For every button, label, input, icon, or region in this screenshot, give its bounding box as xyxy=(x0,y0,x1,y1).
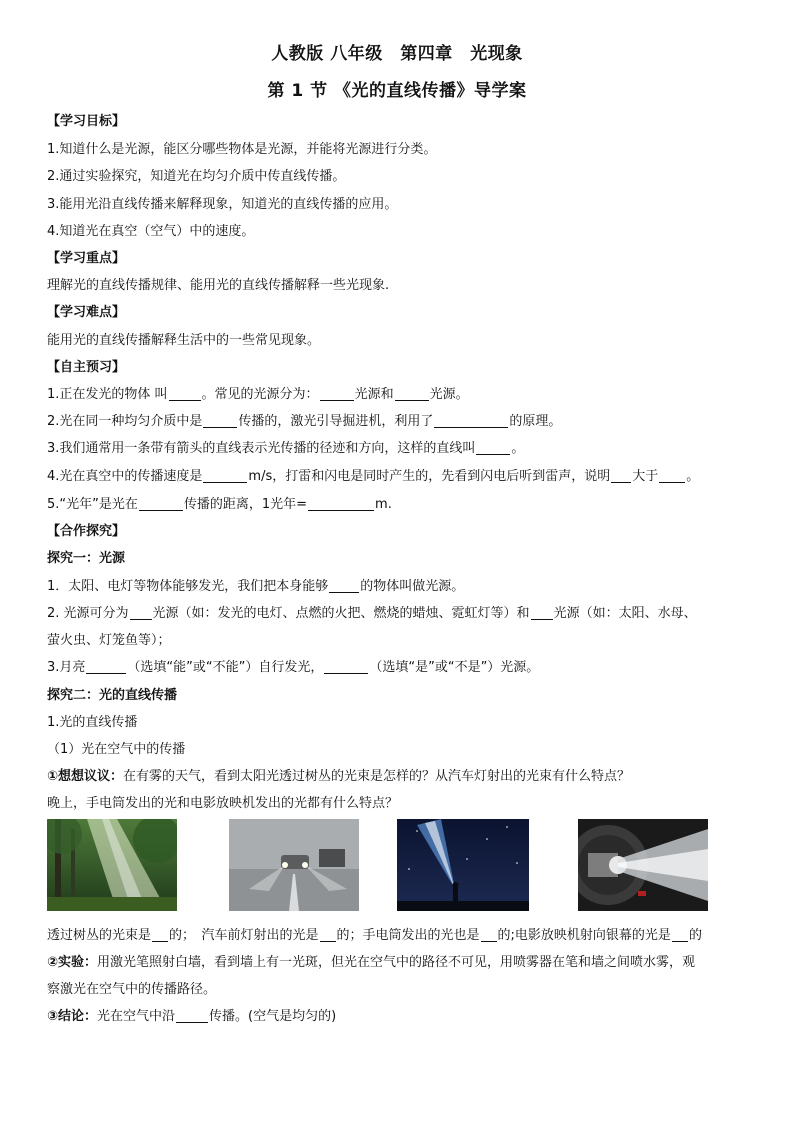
goal-item: 2.通过实验探究，知道光在均匀介质中传直线传播。 xyxy=(47,169,346,184)
subsection-subtitle: （1）光在空气中的传播 xyxy=(47,742,186,757)
blank[interactable] xyxy=(169,386,201,401)
explore-item-2-cont: 萤火虫、灯笼鱼等）； xyxy=(47,633,171,648)
explore-item-2: 2. 光源可分为 光源（如：发光的电灯、点燃的火把、燃烧的蜡烛、霓虹灯等）和 光源（如：太阳、水母、 xyxy=(47,606,697,621)
blank[interactable] xyxy=(152,927,168,942)
blank[interactable] xyxy=(324,659,368,674)
experiment: ②实验：用激光笔照射白墙，看到墙上有一光斑，但光在空气中的路径不可见，用喷雾器在笔和墙之间喷水雾，观 xyxy=(47,955,696,970)
blank[interactable] xyxy=(203,413,237,428)
blank[interactable] xyxy=(320,927,336,942)
blank[interactable] xyxy=(531,605,553,620)
difficulty-heading: 【学习难点】 xyxy=(47,305,126,320)
difficulty-text: 能用光的直线传播解释生活中的一些常见现象。 xyxy=(47,333,321,348)
experiment-label: ②实验： xyxy=(47,955,98,970)
blank[interactable] xyxy=(308,496,374,511)
blank[interactable] xyxy=(176,1008,208,1023)
explore-heading: 【合作探究】 xyxy=(47,524,126,539)
preview-question-3: 3.我们通常用一条带有箭头的直线表示光传播的径迹和方向，这样的直线叫 。 xyxy=(47,441,525,456)
preview-question-5: 5.“光年”是光在 传播的距离，1光年= m. xyxy=(47,497,392,512)
blank[interactable] xyxy=(395,386,429,401)
beam-answer: 透过树丛的光束是 的； 汽车前灯射出的光是 的；手电筒发出的光也是 的;电影放映机射向银幕的光是 的 xyxy=(47,928,702,943)
conclusion: ③结论：光在空气中沿 传播。(空气是均匀的) xyxy=(47,1009,337,1024)
subsection-title: 1.光的直线传播 xyxy=(47,715,138,730)
preview-question-2: 2.光在同一种均匀介质中是 传播的，激光引导掘进机，利用了 的原理。 xyxy=(47,414,562,429)
conclusion-label: ③结论： xyxy=(47,1009,98,1024)
blank[interactable] xyxy=(130,605,152,620)
explore-item-3: 3.月亮 （选填“能”或“不能”）自行发光， （选填“是”或“不是”）光源。 xyxy=(47,660,540,675)
goals-heading: 【学习目标】 xyxy=(47,114,126,129)
experiment-cont: 察激光在空气中的传播路径。 xyxy=(47,982,217,997)
blank[interactable] xyxy=(672,927,688,942)
car-headlight-fog-image xyxy=(229,819,359,911)
think-discuss: ①想想议议：在有雾的天气，看到太阳光透过树丛的光束是怎样的？从汽车灯射出的光束有什么特点？ xyxy=(47,769,631,784)
blank[interactable] xyxy=(434,413,508,428)
blank[interactable] xyxy=(611,468,631,483)
think-label: ①想想议议： xyxy=(47,769,124,784)
goal-item: 1.知道什么是光源，能区分哪些物体是光源，并能将光源进行分类。 xyxy=(47,142,437,157)
explore-one-title: 探究一：光源 xyxy=(47,551,126,566)
blank[interactable] xyxy=(320,386,354,401)
key-text: 理解光的直线传播规律、能用光的直线传播解释一些光现象. xyxy=(47,278,390,293)
blank[interactable] xyxy=(659,468,685,483)
blank[interactable] xyxy=(476,440,510,455)
flashlight-night-image xyxy=(397,819,529,911)
preview-question-1: 1.正在发光的物体 叫 。常见的光源分为： 光源和 光源。 xyxy=(47,387,469,402)
blank[interactable] xyxy=(86,659,126,674)
think-discuss-cont: 晚上，手电筒发出的光和电影放映机发出的光都有什么特点？ xyxy=(47,796,399,811)
goal-item: 3.能用光沿直线传播来解释现象，知道光的直线传播的应用。 xyxy=(47,197,398,212)
projector-beam-image xyxy=(578,819,708,911)
forest-sunbeam-image xyxy=(47,819,177,911)
document-title: 人教版 八年级 第四章 光现象 xyxy=(271,44,523,64)
preview-heading: 【自主预习】 xyxy=(47,360,126,375)
key-heading: 【学习重点】 xyxy=(47,251,126,266)
lesson-title: 第 1 节 《光的直线传播》导学案 xyxy=(267,81,527,101)
explore-two-title: 探究二：光的直线传播 xyxy=(47,688,178,703)
blank[interactable] xyxy=(481,927,497,942)
blank[interactable] xyxy=(139,496,183,511)
explore-item-1: 1．太阳、电灯等物体能够发光，我们把本身能够 的物体叫做光源。 xyxy=(47,579,465,594)
goal-item: 4.知道光在真空（空气）中的速度。 xyxy=(47,224,255,239)
preview-question-4: 4.光在真空中的传播速度是 m/s，打雷和闪电是同时产生的，先看到闪电后听到雷声，说明 大于 。 xyxy=(47,469,700,484)
blank[interactable] xyxy=(203,468,247,483)
blank[interactable] xyxy=(329,578,359,593)
